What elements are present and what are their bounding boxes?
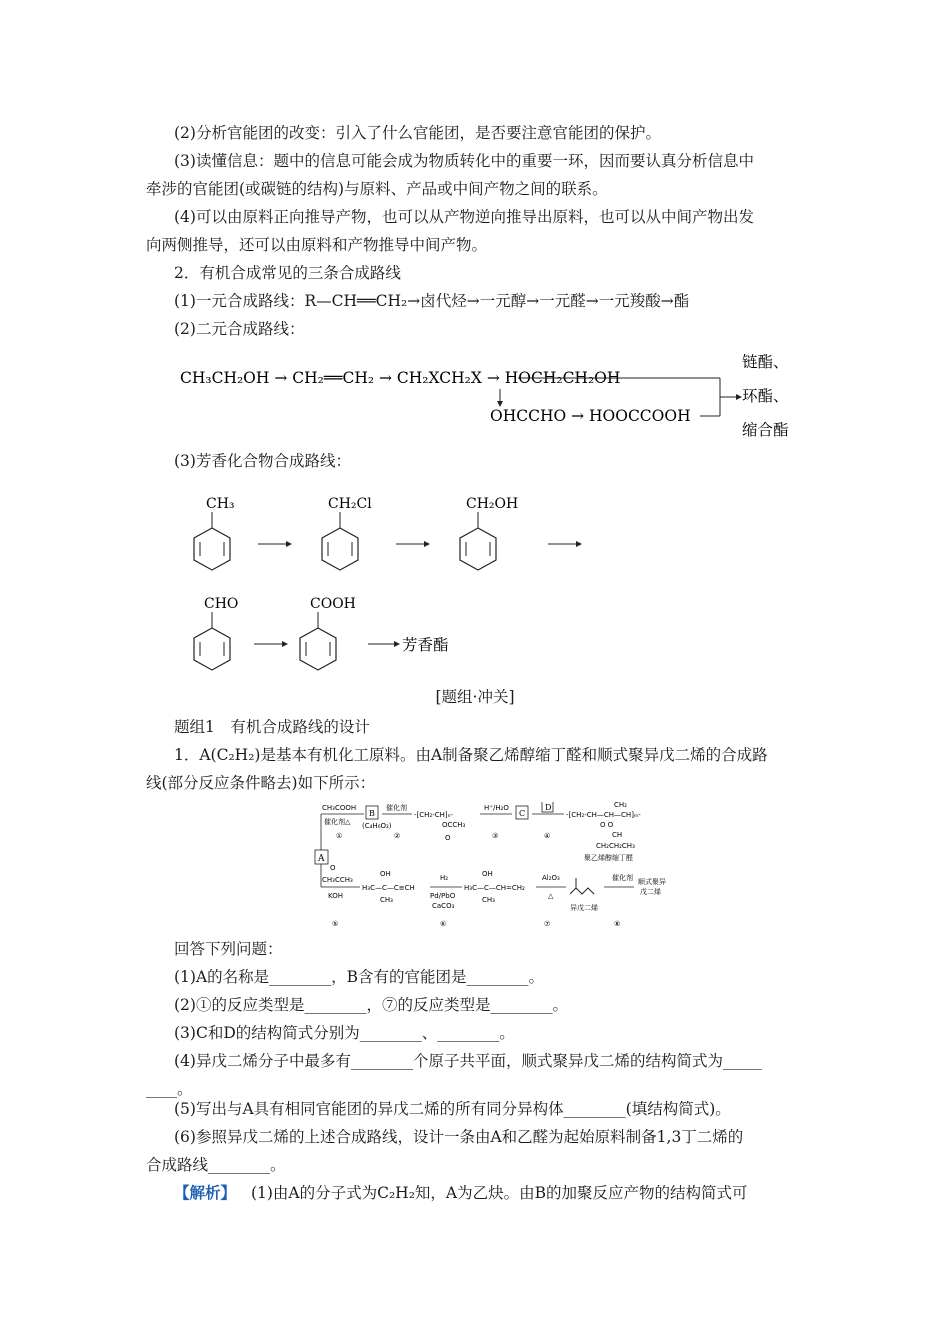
question-item: 合成路线________。	[146, 1156, 286, 1174]
catalyst-al2o3: Al₂O₃	[542, 874, 560, 882]
product-condensed-ester: 缩合酯	[742, 421, 789, 439]
polymer-butyral: -[CH₂-CH—CH—CH]ₘ-	[566, 811, 641, 819]
paragraph: (1)一元合成路线：R—CH══CH₂→卤代烃→一元醇→一元醛→一元羧酸→酯	[174, 292, 690, 310]
paragraph: (2)二元合成路线：	[174, 320, 305, 338]
question-item: (3)C和D的结构简式分别为________、________。	[174, 1024, 515, 1042]
paragraph: (3)芳香化合物合成路线：	[174, 452, 351, 470]
group-oh: OH	[380, 870, 391, 878]
group-title: 题组1 有机合成路线的设计	[174, 718, 370, 736]
substituent-cooh: COOH	[310, 596, 356, 612]
paragraph: 牵涉的官能团(或碳链的结构)与原料、产品或中间产物之间的联系。	[146, 180, 608, 198]
step-number: ⑦	[544, 920, 551, 928]
label-d: D	[545, 803, 552, 812]
reagent-ch3cooh: CH₃COOH	[322, 804, 357, 812]
substituent-ch3: CH₃	[206, 496, 235, 512]
group-ococh3: OCCH₃	[442, 821, 466, 829]
aromatic-route-diagram	[170, 478, 650, 688]
binary-route-branch: OHCCHO → HOOCCOOH	[490, 407, 691, 425]
analysis-text: (1)由A的分子式为C₂H₂知，A为乙炔。由B的加聚反应产物的结构简式可	[250, 1184, 748, 1202]
reagent-koh: KOH	[328, 892, 343, 900]
benzene-ring-benzyl-chloride	[322, 496, 372, 570]
section-title: [题组·冲关]	[435, 688, 515, 706]
condition-catalyst-heat: 催化剂△	[324, 818, 351, 826]
substituent-cho: CHO	[204, 596, 239, 612]
product-cyclic-ester: 环酯、	[742, 387, 789, 405]
polymer-vinyl-acetate: -[CH₂-CH]ₙ-	[414, 811, 453, 819]
question-intro: 1．A(C₂H₂)是基本有机化工原料。由A制备聚乙烯醇缩丁醛和顺式聚异戊二烯的合成路	[174, 746, 768, 764]
b-formula: (C₄H₆O₂)	[362, 822, 392, 830]
paragraph: (3)读懂信息：题中的信息可能会成为物质转化中的重要一环，因而要认真分析信息中	[174, 152, 754, 170]
group-o: O	[330, 864, 336, 872]
product-cis-polyisoprene: 顺式聚异	[638, 878, 666, 886]
paragraph: (4)可以由原料正向推导产物，也可以从产物逆向推导出原料，也可以从中间产物出发	[174, 208, 754, 226]
label-b: B	[369, 809, 375, 818]
question-item: (5)写出与A具有相同官能团的异戊二烯的所有同分异构体________(填结构简式)。	[174, 1100, 731, 1118]
group-ch: CH	[612, 831, 623, 839]
step-number: ⑧	[614, 920, 621, 928]
substituent-ch2cl: CH₂Cl	[328, 496, 372, 512]
section-heading: 2．有机合成常见的三条合成路线	[174, 264, 401, 282]
step-number: ③	[492, 832, 499, 840]
step-number: ⑥	[440, 920, 447, 928]
step-number: ②	[394, 832, 401, 840]
product-cis-polyisoprene: 戊二烯	[640, 888, 661, 896]
group-ch2: CH₂	[614, 802, 627, 809]
substituent-ch2oh: CH₂OH	[466, 496, 519, 512]
catalyst-pd: Pd/PbO	[430, 892, 456, 900]
question-item: (1)A的名称是________，B含有的官能团是________。	[174, 968, 545, 986]
paragraph: (2)分析官能团的改变：引入了什么官能团，是否要注意官能团的保护。	[174, 124, 661, 142]
condition-catalyst: 催化剂	[612, 874, 633, 882]
arrow	[368, 641, 400, 647]
paragraph: 向两侧推导，还可以由原料和产物推导中间产物。	[146, 236, 488, 254]
condition-heat: △	[548, 892, 554, 900]
binary-route-chain: CH₃CH₂OH → CH₂══CH₂ → CH₂XCH₂X → HOCH₂CH₂OH	[180, 369, 621, 387]
group-ch3: CH₃	[482, 896, 495, 904]
arrow	[254, 641, 288, 647]
intermediate-alkenol: H₃C—C—CH=CH₂	[464, 884, 525, 892]
label-isoprene: 异戊二烯	[570, 904, 598, 912]
benzene-ring-benzoic-acid	[300, 596, 356, 670]
step-number: ⑤	[332, 920, 339, 928]
condition-catalyst: 催化剂	[386, 804, 407, 812]
binary-route-diagram	[170, 345, 830, 445]
question-item: (2)①的反应类型是________，⑦的反应类型是________。	[174, 996, 568, 1014]
product-chain-ester: 链酯、	[742, 353, 789, 371]
reaction-scheme	[300, 802, 680, 932]
group-ch3: CH₃	[380, 896, 393, 904]
reagent-acetone: CH₃CCH₃	[322, 876, 353, 884]
label-a: A	[318, 854, 325, 864]
question-item: (6)参照异戊二烯的上述合成路线，设计一条由A和乙醛为起始原料制备1,3丁二烯的	[174, 1128, 744, 1146]
question-prompt: 回答下列问题：	[174, 940, 283, 958]
arrow	[258, 541, 292, 547]
intermediate-alkynol: H₃C—C—C≡CH	[362, 884, 415, 892]
product-polyvinyl-butyral: 聚乙烯醇缩丁醛	[584, 854, 633, 862]
ring-oxygens: O O	[600, 821, 614, 829]
group-o: O	[445, 834, 451, 842]
step-number: ①	[336, 832, 343, 840]
isoprene-skeleton	[570, 888, 594, 894]
benzene-ring-toluene	[194, 496, 235, 570]
catalyst-caco3: CaCO₃	[432, 902, 455, 910]
group-ch2ch2ch3: CH₂CH₂CH₃	[596, 842, 635, 850]
analysis-line	[174, 1182, 748, 1204]
arrow	[548, 541, 582, 547]
question-item: ____。	[146, 1080, 193, 1098]
benzene-ring-benzyl-alcohol	[460, 496, 518, 570]
question-intro: 线(部分反应条件略去)如下所示：	[146, 774, 376, 792]
aromatic-ester-label: 芳香酯	[402, 636, 449, 654]
label-c: C	[519, 809, 526, 818]
condition-hydrolysis: H⁺/H₂O	[484, 804, 509, 812]
arrow	[396, 541, 430, 547]
analysis-tag: 【解析】	[174, 1183, 237, 1202]
benzene-ring-benzaldehyde	[194, 596, 238, 670]
reagent-h2: H₂	[440, 874, 449, 882]
step-number: ④	[544, 832, 551, 840]
group-oh: OH	[482, 870, 493, 878]
question-item: (4)异戊二烯分子中最多有________个原子共平面，顺式聚异戊二烯的结构简式为_____	[174, 1052, 762, 1070]
